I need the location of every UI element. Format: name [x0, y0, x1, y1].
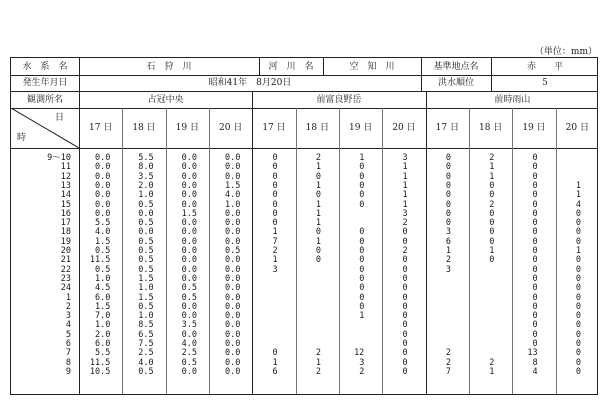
table-cell: 5.5	[94, 348, 111, 359]
table-cell: 3.5	[138, 171, 154, 182]
table-cell: 2	[315, 366, 321, 377]
table-cell: 1.5	[138, 292, 154, 303]
river-value: 空 知 川	[349, 62, 395, 72]
table-cell: 8.0	[138, 162, 154, 173]
table-cell: 0.0	[224, 255, 241, 266]
table-cell: 0	[272, 199, 278, 210]
table-cell: 0.0	[224, 153, 241, 163]
table-cell: 0	[402, 357, 408, 368]
table-cell: 6	[272, 366, 278, 377]
table-cell: 0	[532, 162, 538, 173]
table-cell: 0.0	[181, 246, 197, 256]
table-cell: 1	[272, 255, 278, 266]
table-cell: 0	[489, 255, 495, 266]
hour-label: 19	[60, 236, 71, 247]
table-cell: 7	[272, 236, 278, 247]
table-cell: 0.0	[138, 208, 154, 219]
table-cell: 0.5	[181, 357, 197, 368]
table-cell: 0	[532, 153, 538, 163]
table-cell: 0	[575, 301, 581, 312]
table-cell: 0	[272, 190, 278, 201]
table-cell: 0	[359, 283, 365, 294]
hour-label: 1	[65, 292, 71, 303]
corner-day: 日	[55, 113, 65, 123]
table-cell: 0.0	[181, 218, 197, 229]
table-cell: 0.0	[224, 320, 241, 331]
table-cell: 0	[402, 273, 408, 284]
table-cell: 2	[402, 246, 408, 256]
table-cell: 1	[359, 311, 365, 322]
table-cell: 4	[575, 199, 581, 210]
table-cell: 0.0	[181, 311, 197, 322]
hour-label: 13	[60, 180, 71, 191]
table-cell: 2	[315, 348, 321, 359]
table-cell: 0.5	[138, 246, 154, 256]
table-cell: 0	[445, 153, 451, 163]
table-cell: 0	[532, 208, 538, 219]
table-cell: 5.5	[138, 153, 154, 163]
table-cell: 0	[272, 171, 278, 182]
table-cell: 0.0	[224, 329, 241, 340]
table-cell: 0	[532, 171, 538, 182]
base-point-value: 赤 平	[526, 62, 563, 72]
table-cell: 1.0	[94, 320, 111, 331]
table-cell: 0.0	[224, 339, 241, 349]
table-cell: 0	[272, 162, 278, 173]
table-cell: 13	[527, 348, 538, 359]
table-cell: 0	[575, 357, 581, 368]
table-cell: 0	[532, 246, 538, 256]
table-cell: 0	[359, 255, 365, 266]
table-cell: 0.0	[224, 366, 241, 377]
table-cell: 0	[359, 171, 365, 182]
table-cell: 0	[489, 227, 495, 238]
hour-label: 23	[60, 273, 71, 284]
table-cell: 0	[359, 246, 365, 256]
table-cell: 0.0	[94, 171, 111, 182]
table-cell: 7	[445, 366, 451, 377]
flood-rank-label: 洪水順位	[437, 78, 474, 88]
hour-label: 4	[65, 320, 71, 331]
table-cell: 0	[359, 190, 365, 201]
table-cell: 0	[315, 255, 321, 266]
base-point-label: 基準地点名	[433, 62, 479, 72]
table-cell: 0.0	[181, 153, 197, 163]
table-cell: 4.0	[94, 227, 111, 238]
table-cell: 0.0	[224, 283, 241, 294]
table-cell: 12	[354, 348, 365, 359]
table-cell: 1	[315, 357, 321, 368]
hour-label: 21	[60, 255, 71, 266]
table-cell: 0	[272, 348, 278, 359]
table-cell: 0	[315, 171, 321, 182]
table-cell: 0.0	[94, 180, 111, 191]
table-cell: 1.5	[224, 180, 241, 191]
table-cell: 0.0	[224, 292, 241, 303]
table-cell: 0	[359, 227, 365, 238]
day-header: 20 日	[565, 123, 589, 133]
hour-label: 5	[65, 329, 71, 340]
hour-label: 20	[60, 246, 71, 256]
table-cell: 1	[575, 246, 581, 256]
table-cell: 0	[402, 301, 408, 312]
table-cell: 0	[445, 171, 451, 182]
date-label: 発生年月日	[22, 78, 68, 88]
table-cell: 0	[359, 273, 365, 284]
table-cell: 0.0	[224, 264, 241, 275]
hour-label: 2	[65, 301, 71, 312]
table-cell: 1	[359, 153, 365, 163]
day-header: 20 日	[392, 123, 416, 133]
table-cell: 0	[402, 348, 408, 359]
table-cell: 8.5	[138, 320, 154, 331]
table-cell: 0.5	[138, 236, 154, 247]
table-cell: 0	[489, 218, 495, 229]
table-cell: 0	[359, 301, 365, 312]
table-cell: 0	[532, 218, 538, 229]
table-cell: 1.5	[94, 236, 111, 247]
table-cell: 0	[402, 283, 408, 294]
table-cell: 6	[445, 236, 451, 247]
table-cell: 0.5	[181, 283, 197, 294]
table-cell: 0	[575, 264, 581, 275]
table-cell: 0	[272, 180, 278, 191]
table-cell: 3	[445, 264, 451, 275]
table-cell: 1.5	[138, 273, 154, 284]
table-cell: 1.0	[138, 190, 154, 201]
table-cell: 0.0	[181, 199, 197, 210]
table-cell: 0	[272, 218, 278, 229]
table-cell: 3	[445, 227, 451, 238]
table-cell: 0	[575, 311, 581, 322]
table-cell: 0.5	[138, 255, 154, 266]
table-cell: 0	[402, 255, 408, 266]
table-cell: 1	[489, 162, 495, 173]
river-label: 河 川 名	[268, 62, 314, 72]
table-cell: 0	[532, 292, 538, 303]
day-header: 20 日	[218, 123, 243, 133]
table-cell: 0	[315, 190, 321, 201]
table-cell: 0.5	[94, 264, 111, 275]
table-cell: 1.5	[181, 208, 197, 219]
table-cell: 0	[489, 180, 495, 191]
table-cell: 0	[532, 301, 538, 312]
table-cell: 0	[575, 320, 581, 331]
table-cell: 0	[359, 292, 365, 303]
table-cell: 2	[272, 246, 278, 256]
table-cell: 1	[315, 180, 321, 191]
day-header: 17 日	[262, 123, 286, 133]
table-cell: 0	[532, 339, 538, 349]
table-cell: 0	[532, 199, 538, 210]
table-cell: 3.5	[181, 320, 197, 331]
day-header: 18 日	[305, 123, 329, 133]
table-cell: 0	[359, 236, 365, 247]
table-cell: 0.5	[138, 366, 154, 377]
hour-label: 24	[60, 283, 71, 294]
station-label: 観測所名	[26, 95, 63, 105]
table-cell: 0.5	[138, 199, 154, 210]
table-cell: 0	[359, 264, 365, 275]
table-cell: 7.5	[138, 339, 154, 349]
table-cell: 1	[445, 246, 451, 256]
table-cell: 2	[489, 357, 495, 368]
table-cell: 0.0	[138, 227, 154, 238]
table-cell: 0	[532, 255, 538, 266]
table-cell: 0.0	[224, 208, 241, 219]
hour-label: 15	[60, 199, 71, 210]
table-cell: 5.5	[94, 218, 111, 229]
hour-label: 18	[60, 227, 71, 238]
table-cell: 0	[575, 218, 581, 229]
table-cell: 0.0	[94, 153, 111, 163]
day-header: 19 日	[522, 123, 546, 133]
table-cell: 0.0	[224, 236, 241, 247]
table-cell: 1	[575, 180, 581, 191]
table-cell: 0.0	[224, 301, 241, 312]
table-cell: 0	[575, 329, 581, 340]
table-cell: 0.0	[181, 255, 197, 266]
hour-label: 12	[60, 171, 71, 182]
table-cell: 0.0	[181, 180, 197, 191]
table-cell: 11.5	[89, 357, 111, 368]
table-cell: 0.0	[224, 311, 241, 322]
table-cell: 1	[402, 162, 408, 173]
table-cell: 1	[575, 190, 581, 201]
table-cell: 1	[402, 171, 408, 182]
table-cell: 0	[315, 227, 321, 238]
table-cell: 1	[315, 218, 321, 229]
table-cell: 1	[315, 162, 321, 173]
day-header: 18 日	[132, 123, 156, 133]
table-cell: 2	[445, 348, 451, 359]
table-cell: 0.5	[138, 301, 154, 312]
table-cell: 6.0	[94, 292, 111, 303]
table-cell: 0	[489, 208, 495, 219]
day-header: 18 日	[478, 123, 503, 133]
table-cell: 2.0	[94, 329, 111, 340]
table-cell: 0	[532, 264, 538, 275]
hour-label: 14	[60, 190, 71, 201]
table-cell: 0.0	[181, 162, 197, 173]
station-name: 占冠中央	[147, 95, 184, 105]
table-cell: 0.5	[181, 292, 197, 303]
hour-label: 7	[65, 348, 71, 359]
table-cell: 0	[445, 199, 451, 210]
table-cell: 0	[575, 339, 581, 349]
hour-label: 8	[65, 357, 71, 368]
table-cell: 0.0	[181, 301, 197, 312]
table-cell: 0.0	[224, 348, 241, 359]
table-cell: 0.0	[94, 199, 111, 210]
table-cell: 0	[489, 236, 495, 247]
table-cell: 0	[272, 208, 278, 219]
table-cell: 1	[402, 190, 408, 201]
table-cell: 2	[359, 366, 365, 377]
table-cell: 1.0	[224, 199, 241, 210]
table-cell: 1	[402, 180, 408, 191]
table-cell: 0.5	[224, 246, 241, 256]
table-cell: 0.5	[94, 246, 111, 256]
table-cell: 2	[489, 199, 495, 210]
table-cell: 0.0	[224, 357, 241, 368]
table-cell: 1.0	[94, 273, 111, 284]
table-cell: 1	[315, 199, 321, 210]
table-cell: 0	[575, 366, 581, 377]
table-cell: 1	[272, 357, 278, 368]
table-cell: 0	[532, 236, 538, 247]
table-cell: 0	[272, 153, 278, 163]
table-cell: 3	[359, 357, 365, 368]
table-cell: 0.0	[181, 273, 197, 284]
table-cell: 0	[575, 255, 581, 266]
hour-label: 6	[65, 339, 71, 349]
table-cell: 0	[575, 208, 581, 219]
hour-label: 3	[65, 311, 71, 322]
hour-label: 9～10	[47, 153, 71, 163]
table-cell: 0	[445, 208, 451, 219]
table-cell: 3	[402, 208, 408, 219]
table-cell: 0	[402, 292, 408, 303]
table-cell: 0	[532, 273, 538, 284]
flood-rank-value: 5	[542, 78, 548, 88]
hour-label: 17	[60, 218, 71, 229]
day-header: 17 日	[89, 123, 113, 133]
table-cell: 0	[575, 273, 581, 284]
table-cell: 1.0	[138, 311, 154, 322]
corner-hour: 時	[17, 133, 27, 143]
table-cell: 4	[532, 366, 538, 377]
table-cell: 0	[532, 190, 538, 201]
table-cell: 0	[575, 348, 581, 359]
table-cell: 0	[359, 199, 365, 210]
table-cell: 11.5	[89, 255, 111, 266]
unit-label: （単位：mm）	[534, 47, 597, 57]
date-value: 昭和41年 8月20日	[208, 78, 292, 88]
table-cell: 0	[402, 329, 408, 340]
table-cell: 0	[402, 227, 408, 238]
table-cell: 0	[575, 283, 581, 294]
water-system-value: 石 狩 川	[146, 62, 192, 72]
table-cell: 0.0	[224, 171, 241, 182]
table-cell: 1	[489, 246, 495, 256]
table-cell: 0	[532, 180, 538, 191]
table-cell: 2	[445, 357, 451, 368]
table-cell: 2.5	[181, 348, 197, 359]
table-cell: 0	[575, 292, 581, 303]
day-header: 19 日	[175, 123, 199, 133]
table-cell: 1	[272, 227, 278, 238]
table-cell: 0.0	[94, 190, 111, 201]
table-cell: 0.0	[181, 227, 197, 238]
table-cell: 0	[532, 227, 538, 238]
table-cell: 0	[359, 180, 365, 191]
hour-label: 9	[65, 366, 71, 377]
table-cell: 0.0	[181, 264, 197, 275]
table-cell: 6.0	[94, 339, 111, 349]
station-name: 前時雨山	[494, 95, 531, 105]
table-cell: 2	[489, 153, 495, 163]
table-cell: 2	[445, 255, 451, 266]
table-cell: 2.0	[138, 180, 154, 191]
table-cell: 0.0	[181, 236, 197, 247]
table-cell: 0	[532, 311, 538, 322]
table-cell: 0	[359, 162, 365, 173]
table-cell: 1	[315, 236, 321, 247]
table-cell: 0.0	[224, 218, 241, 229]
table-cell: 0	[575, 227, 581, 238]
table-cell: 0.0	[224, 273, 241, 284]
table-cell: 0.0	[94, 162, 111, 173]
table-cell: 0.0	[181, 190, 197, 201]
table-cell: 0.0	[224, 162, 241, 173]
table-cell: 7.0	[94, 311, 111, 322]
table-cell: 0	[445, 218, 451, 229]
table-cell: 0	[532, 320, 538, 331]
table-cell: 0	[532, 329, 538, 340]
hour-label: 16	[60, 208, 71, 219]
table-cell: 1	[315, 208, 321, 219]
table-cell: 6.5	[138, 329, 154, 340]
table-cell: 1	[489, 366, 495, 377]
table-cell: 4.0	[181, 339, 197, 349]
table-cell: 1	[402, 199, 408, 210]
table-cell: 2.5	[138, 348, 154, 359]
table-cell: 0	[445, 190, 451, 201]
table-cell: 0	[445, 162, 451, 173]
table-cell: 4.5	[94, 283, 111, 294]
table-cell: 0.5	[138, 218, 154, 229]
table-cell: 2	[402, 218, 408, 229]
table-cell: 4.0	[224, 190, 241, 201]
table-cell: 0	[402, 320, 408, 331]
hour-label: 11	[60, 162, 71, 173]
table-cell: 0	[532, 283, 538, 294]
table-cell: 2	[315, 153, 321, 163]
table-cell: 4.0	[138, 357, 154, 368]
table-cell: 0	[402, 366, 408, 377]
table-cell: 3	[402, 153, 408, 163]
table-cell: 0.0	[224, 227, 241, 238]
table-cell: 0	[489, 190, 495, 201]
table-cell: 0.0	[94, 208, 111, 219]
table-cell: 0	[402, 339, 408, 349]
table-cell: 10.5	[89, 366, 111, 377]
table-cell: 3	[272, 264, 278, 275]
table-cell: 0.0	[181, 366, 197, 377]
table-cell: 1.0	[138, 283, 154, 294]
table-cell: 0.0	[181, 329, 197, 340]
table-cell: 0.0	[181, 171, 197, 182]
day-header: 19 日	[348, 123, 373, 133]
table-cell: 0	[445, 180, 451, 191]
water-system-label: 水 系 名	[22, 62, 68, 72]
table-cell: 0	[402, 236, 408, 247]
hour-label: 22	[60, 264, 71, 275]
table-cell: 0	[575, 236, 581, 247]
station-name: 前富良野岳	[316, 95, 362, 105]
table-cell: 0.5	[138, 264, 154, 275]
table-cell: 0	[402, 311, 408, 322]
table-cell: 0	[315, 246, 321, 256]
table-cell: 8	[532, 357, 538, 368]
rainfall-table	[10, 57, 598, 395]
table-cell: 1	[489, 171, 495, 182]
day-header: 17 日	[435, 123, 459, 133]
table-cell: 0	[402, 264, 408, 275]
table-cell: 1.5	[94, 301, 111, 312]
